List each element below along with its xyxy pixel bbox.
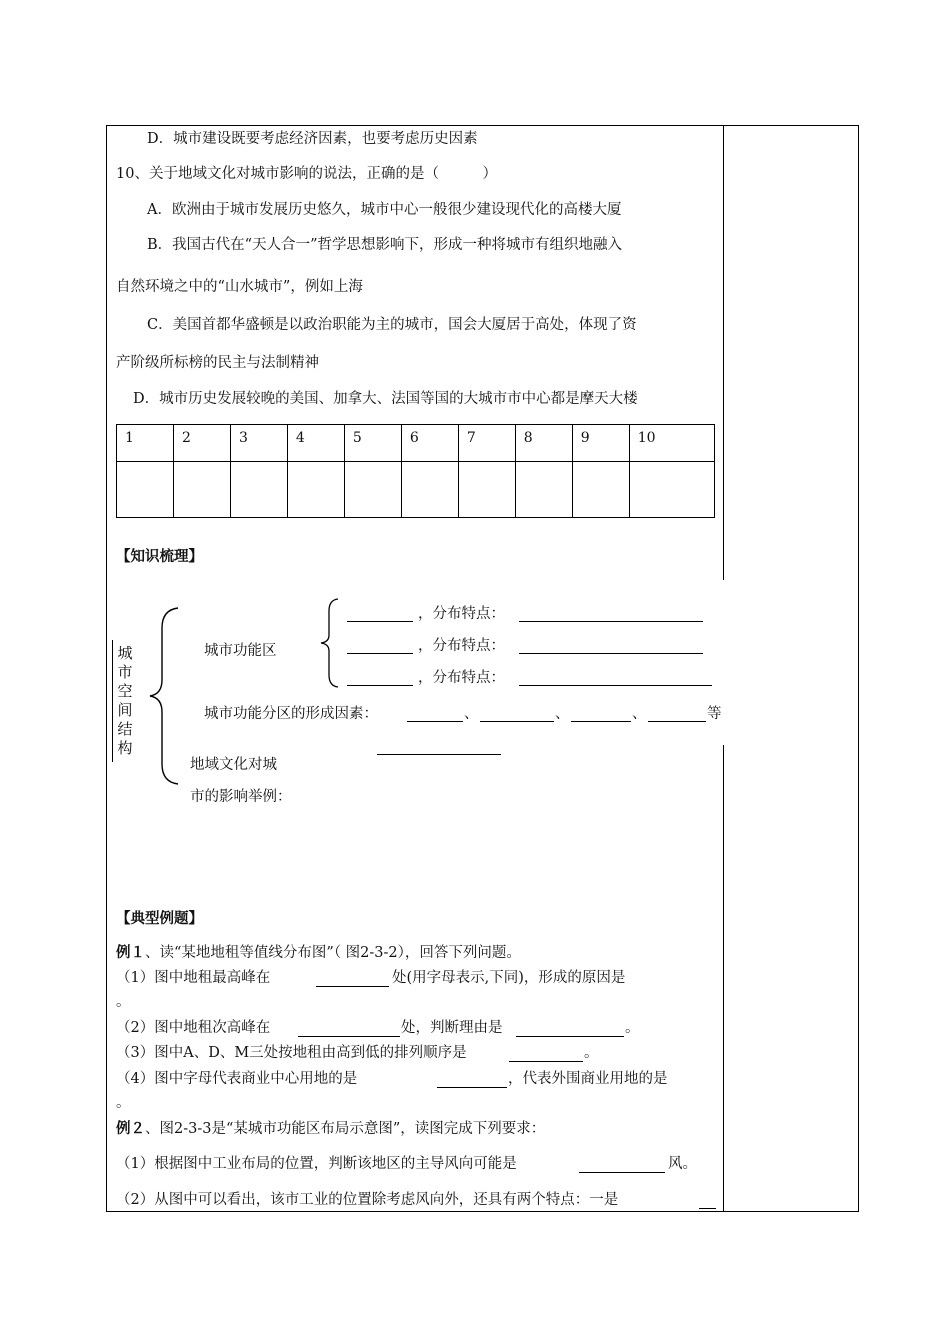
ex1-q3-blank[interactable]: [509, 1061, 583, 1062]
answer-table-header: 6: [401, 425, 458, 462]
answer-table-header: 5: [344, 425, 401, 462]
root-label-vertical: [112, 640, 135, 762]
zone-1-blank[interactable]: [347, 621, 413, 622]
answer-table-header: 7: [458, 425, 515, 462]
answer-cell[interactable]: [629, 462, 714, 518]
factor-3-blank[interactable]: [571, 721, 631, 722]
examples-heading: 【典型例题】: [116, 911, 203, 927]
root-label-char: 结: [117, 720, 133, 738]
zone-2-blank[interactable]: [347, 653, 413, 654]
zone-1-dist-blank[interactable]: [519, 621, 703, 622]
ex1-q2-part-a: （2）图中地租次高峰在: [116, 1020, 271, 1036]
ex1-q2-part-c: 。: [625, 1020, 640, 1036]
notes-column-divider-bottom: [723, 745, 724, 1212]
ex1-q4-blank[interactable]: [437, 1087, 507, 1088]
answer-cell[interactable]: [458, 462, 515, 518]
q10-stem: 10、关于地域文化对城市影响的说法，正确的是（ ）: [116, 166, 497, 182]
factor-4-blank[interactable]: [648, 721, 706, 722]
ex2-label: 例２: [116, 1121, 145, 1137]
ex1-label: 例１: [116, 945, 145, 961]
ex2-q1-blank[interactable]: [579, 1172, 665, 1173]
zone-brace-icon: [318, 597, 342, 689]
functional-zone-label: 城市功能区: [204, 643, 277, 659]
ex1-stem: [116, 944, 521, 962]
answer-table-header: 2: [173, 425, 230, 462]
answer-table: [116, 424, 715, 518]
culture-label-line1: 地域文化对城: [190, 757, 277, 773]
zone-2-dist-label: ，分布特点：: [418, 638, 505, 654]
factor-etc: 等: [707, 706, 722, 722]
ex1-q3-part-b: 。: [584, 1045, 599, 1061]
answer-cell[interactable]: [173, 462, 230, 518]
factor-sep: 、: [632, 706, 647, 722]
ex1-q1-blank[interactable]: [316, 986, 389, 987]
ex2-q1-part-b: 风。: [668, 1156, 697, 1172]
answer-table-header-row: [117, 425, 715, 462]
root-label-char: 间: [117, 701, 133, 719]
answer-table-header: 1: [117, 425, 174, 462]
zone-2-dist-blank[interactable]: [519, 653, 703, 654]
ex1-q1-end: 。: [116, 994, 131, 1010]
answer-table-header: 9: [572, 425, 629, 462]
ex1-q2-blank-1[interactable]: [298, 1036, 400, 1037]
answer-table-answer-row: [117, 462, 715, 518]
ex2-stem: [116, 1120, 545, 1138]
answer-table-header: 3: [230, 425, 287, 462]
zone-3-dist-blank[interactable]: [519, 685, 712, 686]
q10-option-b-line1: B．我国古代在“天人合一”哲学思想影响下，形成一种将城市有组织地融入: [147, 237, 622, 253]
factor-2-blank[interactable]: [480, 721, 554, 722]
answer-table-header: 10: [629, 425, 714, 462]
q10-option-c-line1: C．美国首都华盛顿是以政治职能为主的城市，国会大厦居于高处，体现了资: [147, 317, 637, 333]
main-brace-icon: [146, 606, 182, 786]
ex1-q1-part-b: 处(用字母表示,下同)，形成的原因是: [392, 970, 626, 986]
answer-cell[interactable]: [230, 462, 287, 518]
answer-cell[interactable]: [401, 462, 458, 518]
answer-table-header: 4: [287, 425, 344, 462]
q10-option-d: D．城市历史发展较晚的美国、加拿大、法国等国的大城市市中心都是摩天大楼: [133, 391, 638, 407]
ex2-q2-blank[interactable]: [699, 1208, 716, 1209]
answer-cell[interactable]: [344, 462, 401, 518]
answer-table-header: 8: [515, 425, 572, 462]
zone-1-dist-label: ，分布特点：: [418, 606, 505, 622]
ex1-q1-part-a: （1）图中地租最高峰在: [116, 970, 271, 986]
ex1-q4-end: 。: [116, 1095, 131, 1111]
ex1-q2-part-b: 处，判断理由是: [401, 1020, 503, 1036]
root-label-char: 构: [117, 739, 133, 757]
q10-option-b-line2: 自然环境之中的“山水城市”，例如上海: [116, 279, 363, 295]
ex1-q2-blank-2[interactable]: [516, 1036, 624, 1037]
q10-option-a: A．欧洲由于城市发展历史悠久，城市中心一般很少建设现代化的高楼大厦: [147, 202, 622, 218]
answer-cell[interactable]: [287, 462, 344, 518]
zone-3-blank[interactable]: [347, 685, 413, 686]
q10-option-c-line2: 产阶级所标榜的民主与法制精神: [116, 355, 319, 371]
ex1-q3-part-a: （3）图中A、D、M三处按地租由高到低的排列顺序是: [116, 1045, 467, 1061]
ex1-stem-text: 、读“某地地租等值线分布图”（ 图2-3-2），回答下列问题。: [145, 945, 521, 961]
root-label-char: 空: [117, 682, 133, 700]
ex2-q1-part-a: （1）根据图中工业布局的位置，判断该地区的主导风向可能是: [116, 1156, 517, 1172]
ex1-q4-part-a: （4）图中字母代表商业中心用地的是: [116, 1071, 358, 1087]
root-label-char: 市: [117, 663, 133, 681]
answer-cell[interactable]: [572, 462, 629, 518]
root-label-char: 城: [117, 644, 133, 662]
ex1-q4-part-b: ，代表外围商业用地的是: [508, 1071, 668, 1087]
notes-column-divider-top: [723, 125, 724, 580]
factor-sep: 、: [555, 706, 570, 722]
ex2-q2-text: （2）从图中可以看出，该市工业的位置除考虑风向外，还具有两个特点：一是: [116, 1192, 619, 1208]
factor-1-blank[interactable]: [407, 721, 463, 722]
knowledge-heading: 【知识梳理】: [116, 549, 203, 565]
culture-label-line2: 市的影响举例：: [190, 789, 292, 805]
factor-sep: 、: [464, 706, 479, 722]
answer-cell[interactable]: [515, 462, 572, 518]
factor-5-blank[interactable]: [377, 754, 501, 755]
q9-option-d: D．城市建设既要考虑经济因素，也要考虑历史因素: [147, 131, 478, 147]
formation-label: 城市功能分区的形成因素：: [204, 706, 378, 722]
zone-3-dist-label: ，分布特点：: [418, 670, 505, 686]
answer-cell[interactable]: [117, 462, 174, 518]
ex2-stem-text: 、图2-3-3是“某城市功能区布局示意图”，读图完成下列要求：: [145, 1121, 546, 1137]
